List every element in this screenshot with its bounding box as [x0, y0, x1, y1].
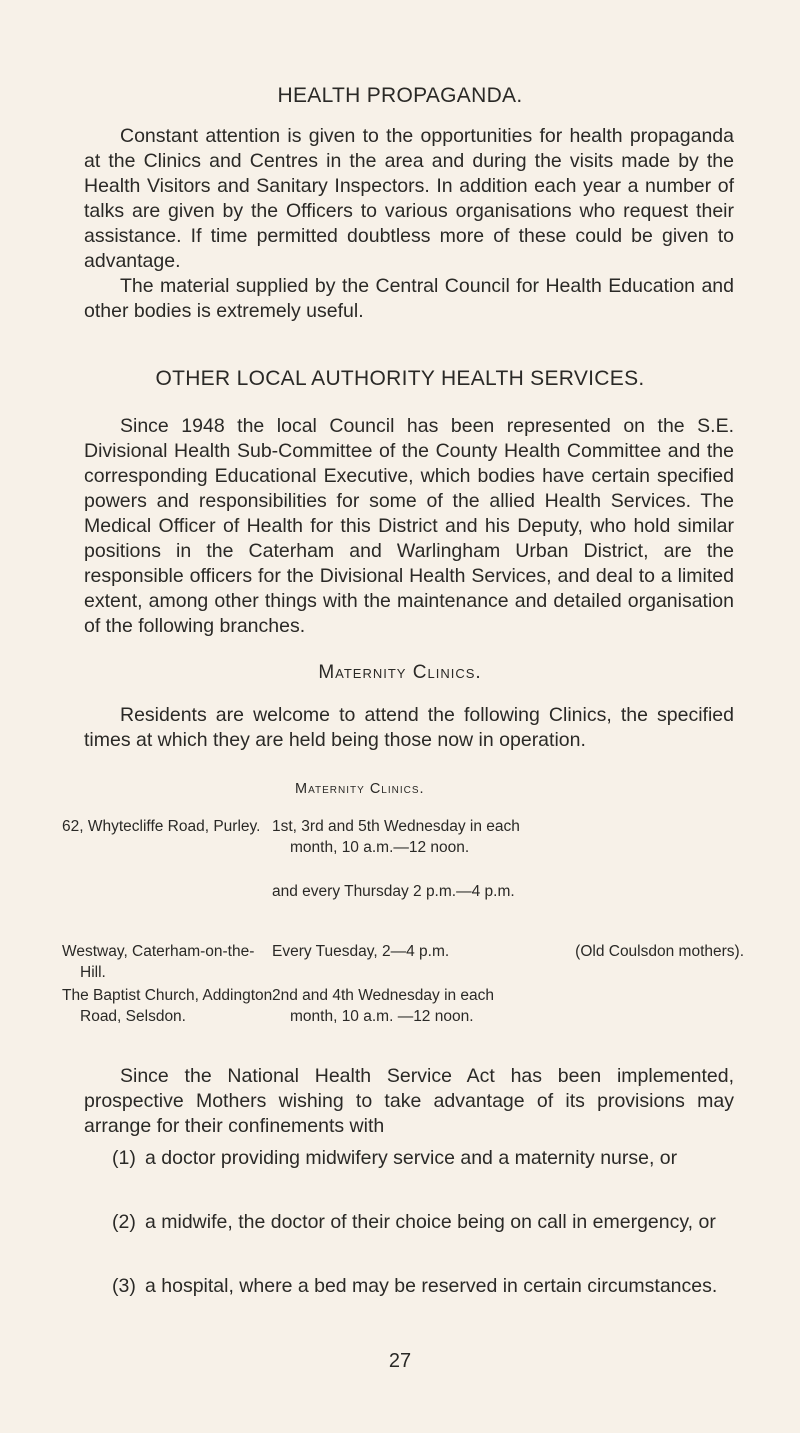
option-1-number: (1) — [112, 1147, 136, 1169]
health-propaganda-paragraph-2: The material supplied by the Central Council for Health Education and other bodies is extremely useful. — [84, 275, 734, 322]
table-row-2-place: Westway, Caterham-on-the-Hill. — [62, 943, 255, 981]
maternity-clinics-heading: Maternity Clinics. — [318, 662, 482, 683]
maternity-intro-paragraph: Residents are welcome to attend the following Clinics, the specified times at which they are held being those now in operation. — [84, 704, 734, 751]
health-propaganda-paragraph-1: Constant attention is given to the opportunities for health propaganda at the Clinics and Centres in the area and during the visits made by the Health Visitors and Sanitary Inspectors. In addition each year a number of talks are given by the Officers to various organisations who request their assistance. If time permitted doubtless more of these could be given to advantage. — [84, 125, 734, 272]
table-row-3-place: The Baptist Church, Addington Road, Selsdon. — [62, 987, 273, 1025]
table-row-1-times: 1st, 3rd and 5th Wednesday in each month, 10 a.m.—12 noon. — [272, 818, 520, 856]
health-propaganda-heading: HEALTH PROPAGANDA. — [277, 84, 523, 107]
after-table-paragraph: Since the National Health Service Act has been implemented, prospective Mothers wishing to take advantage of its provisions may arrange for their confinements with — [84, 1065, 734, 1137]
option-1-text: a doctor providing midwifery service and a maternity nurse, or — [145, 1147, 678, 1169]
option-item-3 — [112, 1274, 734, 1299]
option-2-text: a midwife, the doctor of their choice being on call in emergency, or — [145, 1211, 716, 1233]
table-row-2-note — [544, 941, 754, 962]
other-services-paragraph: Since 1948 the local Council has been represented on the S.E. Divisional Health Sub-Committee of the County Health Committee and the corresponding Educational Executive, which bodies have certain specified powers and responsibilities for some of the allied Health Services. The Medical Officer of Health for this District and his Deputy, who hold similar positions in the Caterham and Warlingham Urban District, are the responsible officers for the Divisional Health Services, and deal to a limited extent, among other things with the maintenance and detailed organisation of the following branches. — [84, 415, 734, 637]
option-2-number: (2) — [112, 1211, 136, 1233]
table-row-1-place: 62, Whytecliffe Road, Purley. — [62, 818, 261, 835]
table-row-3-times: 2nd and 4th Wednesday in each month, 10 a.m. —12 noon. — [272, 987, 495, 1025]
table-row-2-note-text: (Old Coulsdon mothers). — [575, 943, 744, 960]
maternity-table-title: Maternity Clinics. — [295, 781, 425, 797]
option-item-2 — [112, 1210, 734, 1235]
option-item-1 — [112, 1146, 734, 1171]
option-3-text: a hospital, where a bed may be reserved in certain circumstances. — [145, 1275, 718, 1297]
option-3-number: (3) — [112, 1275, 136, 1297]
page-number: 27 — [388, 1350, 412, 1372]
table-row-1-times-2: and every Thursday 2 p.m.—4 p.m. — [272, 883, 515, 900]
table-row-2-times: Every Tuesday, 2—4 p.m. — [272, 943, 450, 960]
other-services-heading: OTHER LOCAL AUTHORITY HEALTH SERVICES. — [155, 367, 645, 390]
